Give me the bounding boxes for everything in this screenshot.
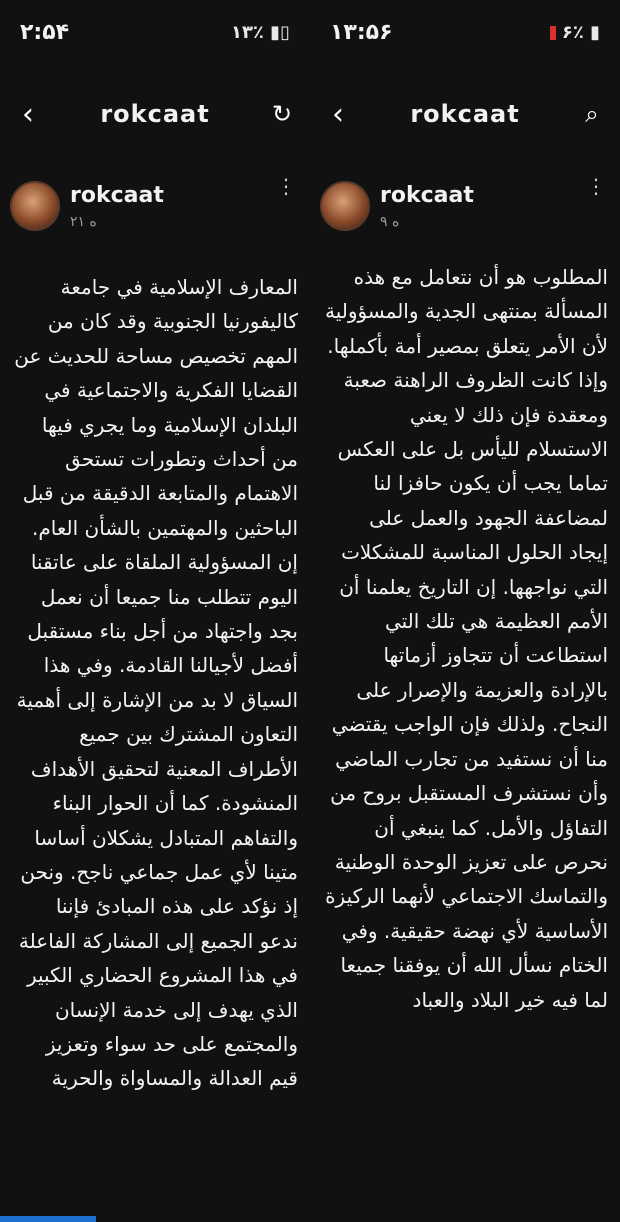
page-title: rokcaat [410, 100, 520, 128]
page-title: rokcaat [100, 100, 210, 128]
refresh-icon[interactable]: ↻ [271, 100, 293, 128]
post-header [0, 164, 310, 248]
more-options-icon[interactable]: ⋮ [276, 174, 296, 198]
author-block [380, 183, 474, 230]
status-icons: ۱۳٪ ▮▯ [230, 21, 290, 43]
post-header [310, 164, 620, 248]
author-block [70, 183, 164, 230]
back-icon[interactable]: ‹ [332, 96, 344, 132]
author-name[interactable]: rokcaat [380, 182, 474, 208]
nav-bar [0, 64, 310, 164]
right-screen [310, 0, 620, 1222]
status-icons-text: ۶٪ ▮ [561, 21, 600, 43]
status-icons [550, 22, 600, 43]
recording-indicator-icon [550, 26, 556, 40]
back-icon[interactable]: ‹ [22, 96, 34, 132]
nav-bar [310, 64, 620, 164]
status-bar [310, 0, 620, 64]
post-body: المعارف الإسلامية في جامعة كاليفورنيا الجنوبية وقد كان من المهم تخصيص مساحة للحديث عن القضايا الفكرية والاجتماعية في البلدان الإسلامية وما يجري فيها من أحداث وتطورات تستحق الاهتمام والمتابعة الدقيقة من قبل الباحثين والمهتمين بالشأن العام. إن المسؤولية الملقاة على عاتقنا اليوم تتطلب منا جميعا أن نعمل بجد واجتهاد من أجل بناء مستقبل أفضل لأجيالنا القادمة. وفي هذا السياق لا بد من الإشارة إلى أهمية التعاون المشترك بين جميع الأطراف المعنية لتحقيق الأهداف المنشودة. كما أن الحوار البناء والتفاهم المتبادل يشكلان أساسا متينا لأي عمل جماعي ناجح. ونحن إذ نؤكد على هذه المبادئ فإننا ندعو الجميع إلى المشاركة الفاعلة في هذا المشروع الحضاري الكبير الذي يهدف إلى خدمة الإنسان والمجتمع على حد سواء وتعزيز قيم العدالة والمساواة والحرية [14, 275, 298, 1091]
post-meta: ۹ ه [380, 213, 400, 230]
status-bar [0, 0, 310, 64]
progress-bar [0, 1216, 96, 1222]
avatar[interactable] [10, 181, 60, 231]
avatar[interactable] [320, 181, 370, 231]
more-options-icon[interactable]: ⋮ [586, 174, 606, 198]
search-icon[interactable]: ⌕ [585, 100, 599, 128]
status-time: ۲:۵۴ [20, 19, 70, 45]
author-name[interactable]: rokcaat [70, 182, 164, 208]
post-body: المطلوب هو أن نتعامل مع هذه المسألة بمنتهى الجدية والمسؤولية لأن الأمر يتعلق بمصير أمة بأكملها. وإذا كانت الظروف الراهنة صعبة ومعقدة فإن ذلك لا يعني الاستسلام لليأس بل على العكس تماما يجب أن يكون حافزا لنا لمضاعفة الجهود والعمل على إيجاد الحلول المناسبة للمشكلات التي نواجهها. إن التاريخ يعلمنا أن الأمم العظيمة هي تلك التي استطاعت أن تتجاوز أزماتها بالإرادة والعزيمة والإصرار على النجاح. ولذلك فإن الواجب يقتضي منا أن نستفيد من تجارب الماضي وأن نستشرف المستقبل بروح من التفاؤل والأمل. كما ينبغي أن نحرص على تعزيز الوحدة الوطنية والتماسك الاجتماعي لأنهما الركيزة الأساسية لأي نهضة حقيقية. وفي الختام نسأل الله أن يوفقنا جميعا لما فيه خير البلاد والعباد [324, 265, 608, 1012]
post-meta: ۲۱ ه [70, 213, 97, 230]
status-time: ۱۳:۵۶ [330, 19, 393, 45]
